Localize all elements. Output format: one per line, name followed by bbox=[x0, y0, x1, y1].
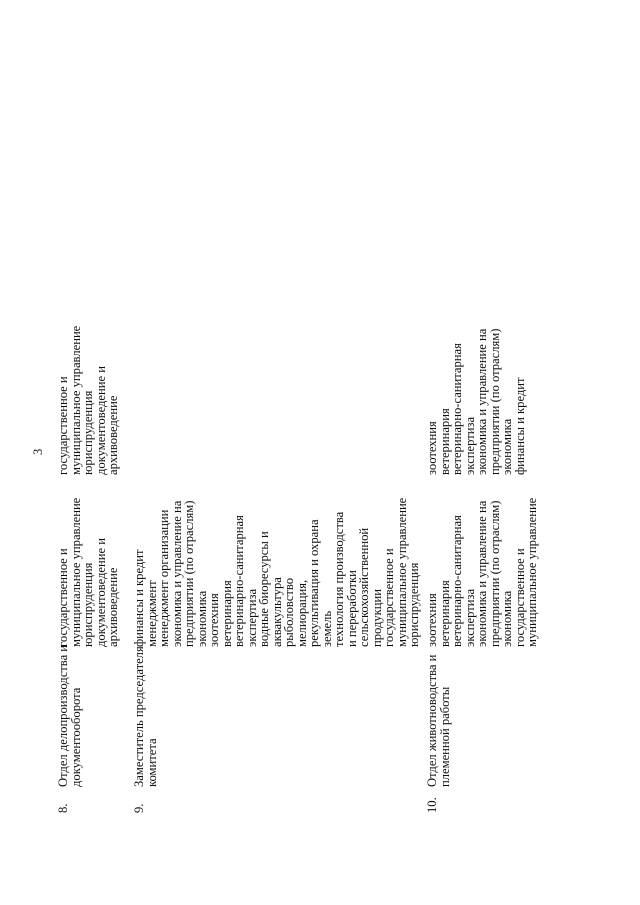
specialties-list-line: юриспруденция bbox=[407, 562, 421, 647]
specialties-list-alt-line: зоотехния bbox=[425, 421, 439, 475]
specialties-list-alt-line: финансы и кредит bbox=[512, 377, 527, 475]
specialties-list-line: предприятии (по отраслям) bbox=[182, 500, 196, 647]
specialties-list-line: сельскохозяйственной bbox=[357, 527, 371, 647]
specialties-list-line: экспертиза bbox=[462, 588, 477, 647]
specialties-list-line: государственное и bbox=[512, 548, 527, 647]
specialties-list-line: муниципальное управление bbox=[68, 497, 83, 647]
specialties-list-alt-line: государственное и bbox=[56, 376, 70, 475]
specialties-list-alt-line: экономика и управление на bbox=[475, 328, 489, 475]
specialties-list-alt-line: ветеринарно-санитарная bbox=[450, 343, 464, 475]
specialties-list-alt-line: экспертиза bbox=[462, 416, 477, 475]
row-number-line: 10. bbox=[425, 797, 439, 813]
specialties-list-line: и переработки bbox=[344, 570, 359, 647]
specialties-list-line: юриспруденция bbox=[81, 562, 95, 647]
specialties-list-line: зоотехния bbox=[425, 593, 439, 647]
specialties-list-alt-line: документоведение и bbox=[93, 366, 108, 475]
specialties-list-line: земель bbox=[319, 610, 334, 647]
specialties-list-line: ветеринария bbox=[437, 580, 452, 647]
specialties-list-line: финансы и кредит bbox=[132, 549, 146, 647]
specialties-list-alt-line: муниципальное управление bbox=[68, 325, 83, 475]
department-name-line: племенной работы bbox=[437, 686, 452, 787]
specialties-list-line: зоотехния bbox=[207, 593, 221, 647]
specialties-list-line: менеджмент организации bbox=[157, 509, 171, 647]
page-number: 3 bbox=[31, 448, 45, 455]
specialties-list-line: муниципальное управление bbox=[394, 497, 409, 647]
row-number-line: 8. bbox=[56, 803, 70, 813]
specialties-list-line: муниципальное управление bbox=[525, 497, 539, 647]
specialties-list-line: ветеринарно-санитарная bbox=[232, 515, 246, 647]
specialties-list-line: экономика bbox=[194, 590, 209, 647]
department-name-line: документооборота bbox=[68, 687, 83, 787]
specialties-list-alt-line: юриспруденция bbox=[81, 390, 95, 475]
specialties-list-line: мелиорация, bbox=[294, 579, 309, 647]
specialties-list-line: ветеринарно-санитарная bbox=[450, 515, 464, 647]
specialties-list-line: ветеринария bbox=[219, 580, 234, 647]
department-name-line: Отдел делопроизводства и bbox=[56, 644, 70, 787]
specialties-list-line: экспертиза bbox=[244, 588, 259, 647]
specialties-list-line: государственное и bbox=[56, 548, 70, 647]
specialties-list-line: экономика и управление на bbox=[475, 500, 489, 647]
specialties-list-line: экономика bbox=[500, 590, 514, 647]
specialties-list-line: архивоведение bbox=[106, 567, 120, 647]
department-name-line: комитета bbox=[144, 738, 159, 787]
specialties-list-line: рыболовство bbox=[282, 577, 296, 647]
specialties-list-alt-line: ветеринария bbox=[437, 408, 452, 475]
specialties-list-line: аквакультура bbox=[269, 577, 284, 647]
specialties-list-line: экономика и управление на bbox=[169, 500, 184, 647]
specialties-list-alt-line: предприятии (по отраслям) bbox=[487, 328, 502, 475]
department-name-line: Отдел животноводства и bbox=[425, 654, 439, 787]
specialties-list-line: менеджмент bbox=[144, 580, 159, 647]
specialties-list-line: государственное и bbox=[382, 548, 396, 647]
specialties-list-line: технология производства bbox=[332, 511, 346, 647]
specialties-list-alt-line: архивоведение bbox=[106, 395, 120, 475]
specialties-list-line: водные биоресурсы и bbox=[257, 531, 271, 647]
department-name-line: Заместитель председателя bbox=[132, 646, 146, 787]
specialties-list-line: продукции bbox=[369, 588, 384, 647]
specialties-list-line: рекультивация и охрана bbox=[307, 519, 321, 647]
specialties-list-alt-line: экономика bbox=[500, 418, 514, 475]
row-number-line: 9. bbox=[132, 803, 146, 813]
specialties-list-line: предприятии (по отраслям) bbox=[487, 500, 502, 647]
specialties-list-line: документоведение и bbox=[93, 538, 108, 647]
